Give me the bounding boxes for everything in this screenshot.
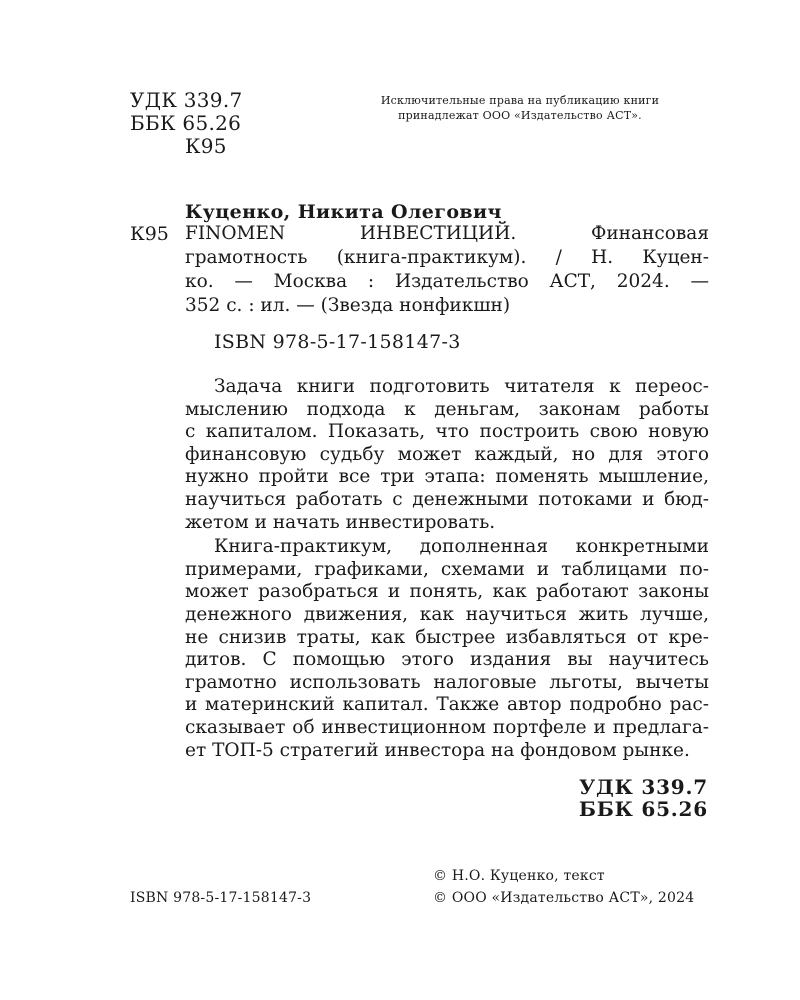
annotation-line: не снизив траты, как быстрее избавляться от кре-	[185, 626, 709, 648]
author-mark: К95	[185, 134, 227, 158]
annotation-paragraph	[185, 536, 709, 762]
annotation-line: грамотно использовать налоговые льготы, вычеты	[185, 671, 709, 693]
annotation-line: жетом и начать инвестировать.	[185, 511, 496, 533]
bottom-bbk-code: ББК 65.26	[578, 797, 708, 821]
annotation-line: мыслению подхода к деньгам, законам работы	[185, 398, 709, 420]
catalog-entry-line: грамотность (книга-практикум). / Н. Куцен-	[185, 247, 709, 268]
bottom-udk-code: УДК 339.7	[579, 775, 708, 799]
annotation-line: примерами, графиками, схемами и таблицами по-	[185, 558, 709, 580]
rights-notice-line: Исключительные права на публикацию книги	[380, 94, 660, 107]
catalog-entry-line: FINOMEN ИНВЕСТИЦИЙ. Финансовая	[185, 223, 709, 244]
annotation-line: финансовую судьбу может каждый, но для этого	[185, 443, 709, 465]
catalog-entry-description	[185, 222, 709, 318]
annotation-line: и материнский капитал. Также автор подробно рас-	[185, 694, 709, 716]
rights-notice-line: принадлежат ООО «Издательство АСТ».	[398, 109, 642, 122]
annotation-paragraph	[185, 376, 709, 534]
annotation-line: нужно пройти все три этапа: поменять мышление,	[185, 466, 709, 488]
catalog-entry-line: ко. — Москва : Издательство АСТ, 2024. —	[185, 271, 709, 292]
footer-isbn: ISBN 978-5-17-158147-3	[130, 890, 312, 906]
udk-code: УДК 339.7	[130, 88, 243, 112]
annotation-line: денежного движения, как научиться жить лучше,	[185, 603, 709, 625]
copyright-author: © Н.О. Куценко, текст	[433, 868, 605, 884]
annotation-line: сказывает об инвестиционном портфеле и предлага-	[185, 716, 709, 738]
catalog-entry-line: 352 с. : ил. — (Звезда нонфикшн)	[185, 295, 511, 316]
annotation	[185, 376, 709, 764]
bbk-code: ББК 65.26	[130, 111, 242, 135]
annotation-line: Книга-практикум, дополненная конкретными	[214, 536, 709, 558]
annotation-line: ет ТОП-5 стратегий инвестора на фондовом рынке.	[185, 739, 690, 761]
annotation-line: Задача книги подготовить читателя к переос-	[214, 376, 709, 397]
author-name: Куценко, Никита Олегович	[185, 201, 502, 223]
annotation-line: научиться работать с денежными потоками и бюд-	[185, 488, 709, 510]
annotation-line: с капиталом. Показать, что построить свою новую	[185, 421, 709, 443]
rights-notice	[360, 93, 680, 123]
annotation-line: дитов. С помощью этого издания вы научитесь	[185, 649, 709, 671]
copyright-publisher: © ООО «Издательство АСТ», 2024	[433, 890, 695, 906]
annotation-line: может разобраться и понять, как работают законы	[185, 581, 709, 603]
catalog-entry-code: К95	[130, 223, 169, 245]
isbn-main: ISBN 978-5-17-158147-3	[214, 331, 461, 353]
